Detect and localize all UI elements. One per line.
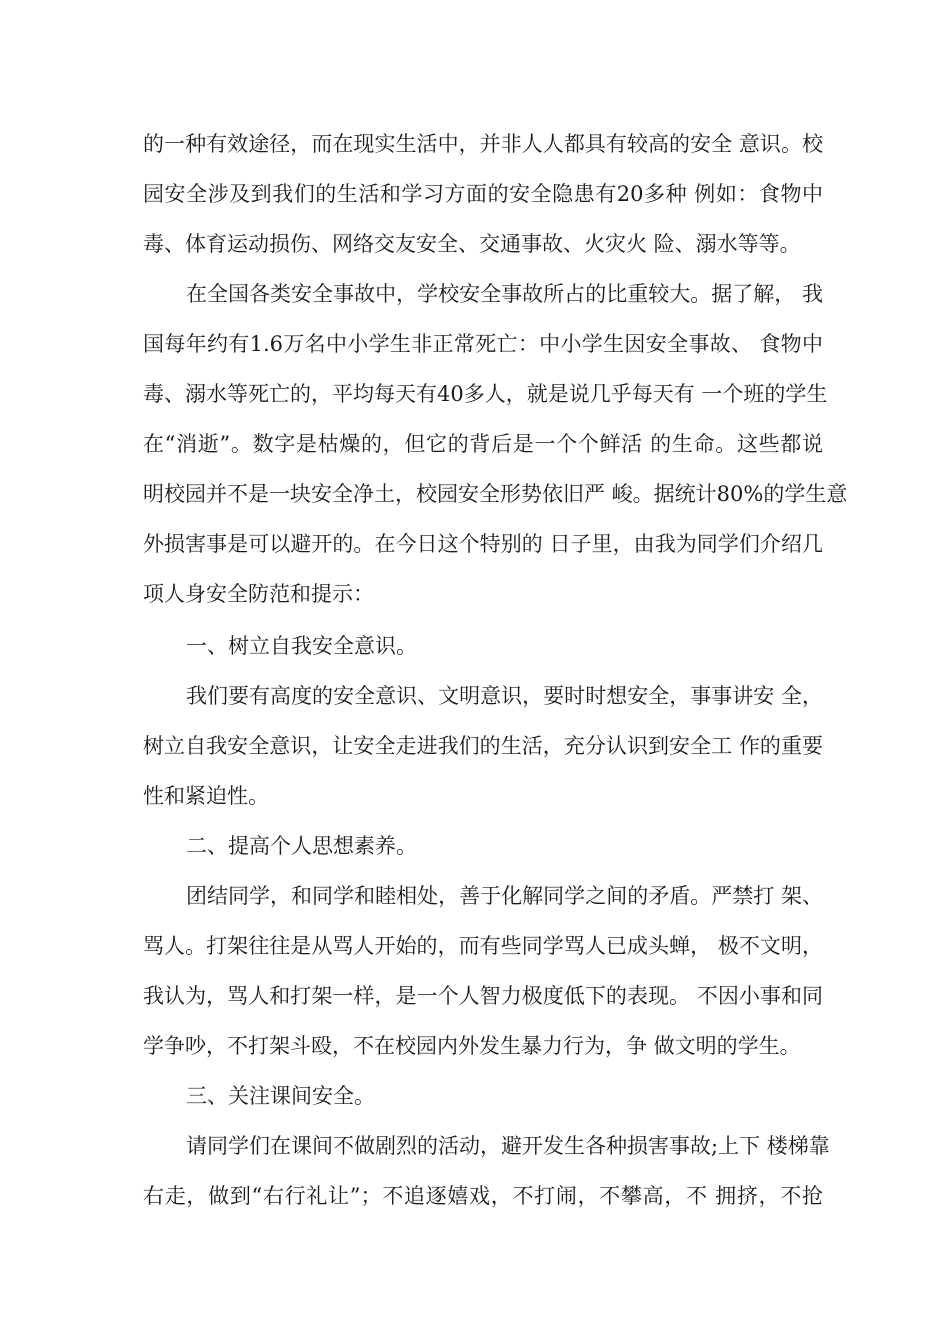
text-line: 右走，做到“右行礼让”；不追逐嬉戏，不打闹，不攀高，不 拥挤，不抢 [143, 1184, 823, 1208]
text-line: 骂人。打架往往是从骂人开始的，而有些同学骂人已成头蝉， 极不文明， [143, 934, 823, 958]
text-line: 国每年约有1.6万名中小学生非正常死亡：中小学生因安全事故、 食物中 [143, 332, 823, 356]
text-line: 的一种有效途径，而在现实生活中，并非人人都具有较高的安全 意识。校 [143, 132, 823, 156]
paragraph-first-line: 在全国各类安全事故中，学校安全事故所占的比重较大。据了解， 我 [186, 282, 823, 306]
text-line: 树立自我安全意识，让安全走进我们的生活，充分认识到安全工 作的重要 [143, 734, 823, 758]
text-line: 在“消逝”。数字是枯燥的，但它的背后是一个个鲜活 的生命。这些都说 [143, 432, 823, 456]
section-heading: 二、提高个人思想素养。 [186, 834, 417, 858]
text-line: 毒、溺水等死亡的，平均每天有40多人，就是说几乎每天有 一个班的学生 [143, 382, 828, 406]
paragraph-first-line: 请同学们在课间不做剧烈的活动，避开发生各种损害事故;上下 楼梯靠 [186, 1134, 830, 1158]
text-line: 园安全涉及到我们的生活和学习方面的安全隐患有20多种 例如：食物中 [143, 182, 823, 206]
paragraph-first-line: 我们要有高度的安全意识、文明意识，要时时想安全，事事讲安 全， [186, 684, 823, 708]
text-line: 明校园并不是一块安全净土，校园安全形势依旧严 峻。据统计80%的学生意 [143, 482, 848, 506]
paragraph-first-line: 团结同学，和同学和睦相处，善于化解同学之间的矛盾。严禁打 架、 [186, 884, 823, 908]
text-line: 外损害事是可以避开的。在今日这个特别的 日子里，由我为同学们介绍几 [143, 532, 823, 556]
text-line: 项人身安全防范和提示： [143, 582, 374, 606]
text-line: 学争吵，不打架斗殴，不在校园内外发生暴力行为，争 做文明的学生。 [143, 1034, 801, 1058]
section-heading: 三、关注课间安全。 [186, 1084, 375, 1108]
text-line: 我认为，骂人和打架一样，是一个人智力极度低下的表现。 不因小事和同 [143, 984, 823, 1008]
text-line: 性和紧迫性。 [143, 784, 269, 808]
section-heading: 一、树立自我安全意识。 [186, 634, 417, 658]
text-line: 毒、体育运动损伤、网络交友安全、交通事故、火灾火 险、溺水等等。 [143, 232, 801, 256]
